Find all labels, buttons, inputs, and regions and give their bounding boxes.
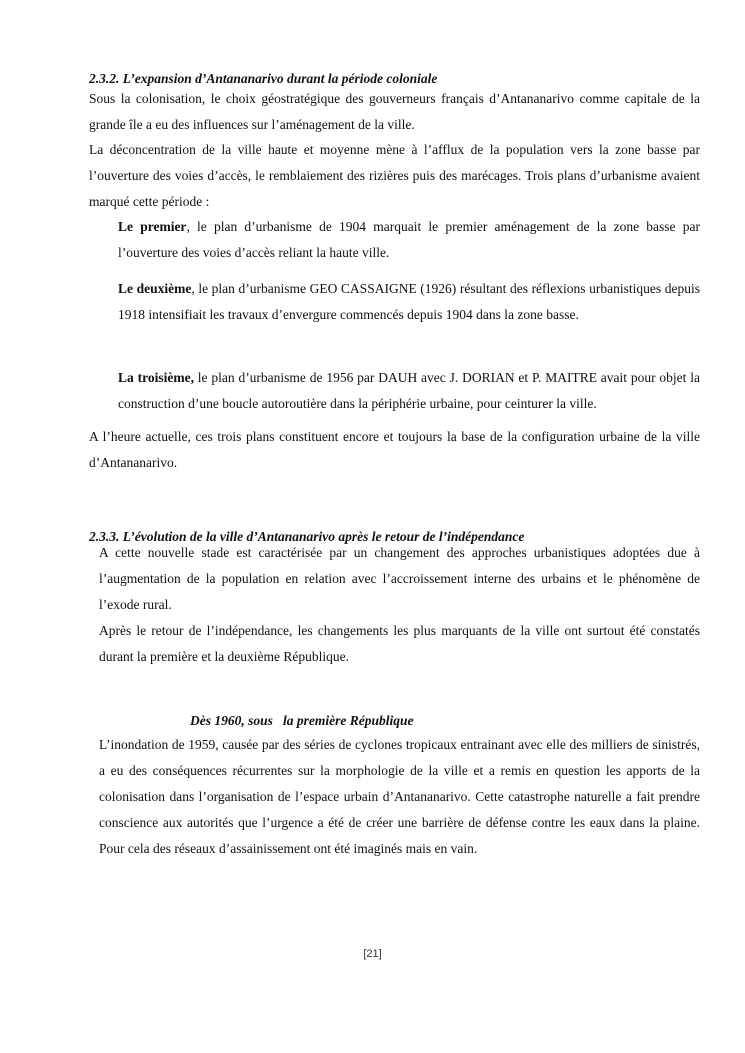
subsection-1960-heading: Dès 1960, sous la première République	[190, 713, 414, 728]
section-232-para-2: La déconcentration de la ville haute et moyenne mène à l’afflux de la population vers la zone basse par l’ouverture des voies d’accès, le remblaiement des rizières puis des marécages. Trois plans d’urbanisme avaient marqué cette période :	[89, 142, 700, 209]
plan-item-third	[118, 365, 700, 417]
section-233-para-2: Après le retour de l’indépendance, les changements les plus marquants de la ville ont surtout été constatés durant la première et la deuxième République.	[99, 623, 700, 664]
plan-item-third-text: le plan d’urbanisme de 1956 par DAUH avec J. DORIAN et P. MAITRE avait pour objet la construction d’une boucle autoroutière dans la périphérie urbaine, pour ceinturer la ville.	[118, 370, 701, 411]
section-233-heading: 2.3.3. L’évolution de la ville d’Antananarivo après le retour de l’indépendance	[89, 529, 525, 544]
plan-item-third-lead: La troisième,	[118, 370, 194, 385]
plan-item-second-lead: Le deuxième	[118, 281, 192, 296]
section-232-conclusion: A l’heure actuelle, ces trois plans constituent encore et toujours la base de la configuration urbaine de la ville d’Antananarivo.	[89, 429, 700, 470]
plan-item-second	[118, 276, 700, 328]
plan-item-first-text: , le plan d’urbanisme de 1904 marquait le premier aménagement de la zone basse par l’ouverture des voies d’accès reliant la haute ville.	[118, 219, 700, 260]
section-232-heading: 2.3.2. L’expansion d’Antananarivo durant la période coloniale	[89, 71, 438, 86]
plan-item-first	[118, 214, 700, 266]
subsection-1960-para: L’inondation de 1959, causée par des séries de cyclones tropicaux entrainant avec elle des milliers de sinistrés, a eu des conséquences récurrentes sur la morphologie de la ville et a remis en question les apports de la colonisation dans l’organisation de l’espace urbain d’Antananarivo. Cette catastrophe naturelle a fait prendre conscience aux autorités que l’urgence a été de créer une barrière de défense contre les eaux dans la plaine. Pour cela des réseaux d’assainissement ont été imaginés mais en vain.	[99, 737, 700, 856]
section-232-para-1: Sous la colonisation, le choix géostratégique des gouverneurs français d’Antananarivo comme capitale de la grande île a eu des influences sur l’aménagement de la ville.	[89, 91, 700, 132]
plan-item-first-lead: Le premier	[118, 219, 187, 234]
section-233-para-1: A cette nouvelle stade est caractérisée par un changement des approches urbanistiques adoptées due à l’augmentation de la population en relation avec l’accroissement interne des urbains et le phénomène de l’exode rural.	[99, 545, 700, 612]
plan-item-second-text: , le plan d’urbanisme GEO CASSAIGNE (1926) résultant des réflexions urbanistiques depuis 1918 intensifiait les travaux d’envergure commencés depuis 1904 dans la zone basse.	[118, 281, 700, 322]
page-number: [21]	[363, 948, 382, 960]
